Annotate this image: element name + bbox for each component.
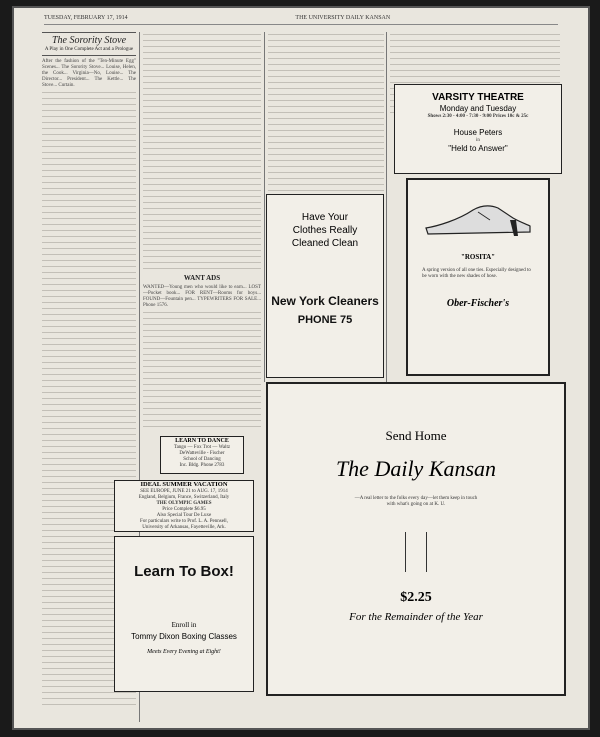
page-header bbox=[44, 12, 558, 25]
dance-ad bbox=[160, 436, 244, 474]
boxing-title: Learn To Box! bbox=[134, 563, 234, 580]
kansan-ad bbox=[266, 382, 566, 696]
rosita-ad bbox=[406, 178, 550, 376]
cleaners-phone: PHONE 75 bbox=[297, 314, 353, 326]
story-body: After the fashion of the "Ten-Minute Egg" Scenes... The Sorority Stove... Louise, Helen, the Cook... Virginia—No, Louise... The Director... President... The Kettle... The Stove... Curtain. bbox=[42, 59, 136, 88]
vacation-line4: Price Complete $6.95 bbox=[162, 507, 206, 512]
classifieds-column bbox=[143, 32, 261, 432]
column-text-lines bbox=[143, 32, 261, 272]
theatre-title: VARSITY THEATRE bbox=[432, 92, 524, 103]
theatre-film: "Held to Answer" bbox=[448, 144, 508, 153]
rosita-desc: A spring version of all one ties. Especially designed to be worn with the new shades of hose. bbox=[422, 268, 531, 279]
boxing-note: Meets Every Evening at Eight! bbox=[147, 649, 221, 655]
cleaners-ad bbox=[266, 194, 384, 378]
theatre-days: Monday and Tuesday bbox=[439, 104, 517, 113]
rosita-brand: Ober-Fischer's bbox=[446, 298, 510, 309]
kansan-period: For the Remainder of the Year bbox=[349, 611, 483, 623]
theatre-in: in bbox=[476, 138, 480, 143]
want-ads-body: WANTED—Young men who would like to earn... LOST—Pocket book... FOR RENT—Rooms for boys... FOUND—Fountain pen... TYPEWRITERS FOR SALE... Phone 1576. bbox=[143, 285, 261, 308]
newspaper-page bbox=[14, 8, 588, 728]
want-ads-lines bbox=[143, 310, 261, 430]
column-three-lines bbox=[268, 32, 384, 192]
dance-line3: School of Dancing bbox=[183, 457, 221, 462]
vacation-line2: England, Belgium, France, Switzerland, Italy bbox=[138, 495, 230, 500]
story-title: The Sorority Stove bbox=[51, 35, 127, 46]
vacation-line5: Also Special Tour De Luxe bbox=[156, 513, 212, 518]
theatre-ad bbox=[394, 84, 562, 174]
cleaners-line3: Cleaned Clean bbox=[291, 238, 359, 249]
kansan-price: $2.25 bbox=[400, 590, 432, 605]
boxing-ad bbox=[114, 536, 254, 692]
vacation-line6: For particulars write to Prof. L. A. Pennsell, bbox=[140, 519, 228, 524]
dance-line4: Inc. Bldg. Phone 2783 bbox=[179, 463, 225, 468]
header-paper: THE UNIVERSITY DAILY KANSAN bbox=[295, 15, 391, 21]
column-rule-3 bbox=[386, 32, 387, 382]
want-ads-heading: WANT ADS bbox=[183, 274, 221, 282]
theatre-shows: Shows 2:30 - 4:00 - 7:30 - 9:00 Prices 10c & 25c bbox=[427, 114, 529, 119]
boxing-school: Tommy Dixon Boxing Classes bbox=[131, 632, 237, 641]
shoe-icon bbox=[418, 190, 538, 240]
dance-title: LEARN TO DANCE bbox=[175, 438, 229, 444]
dance-line2: DeWatteville - Fischer bbox=[179, 451, 225, 456]
vacation-line7: University of Arkansas, Fayetteville, Ark. bbox=[142, 525, 226, 530]
vacation-title: IDEAL SUMMER VACATION bbox=[140, 481, 228, 488]
kansan-tag2: with what's going on at K. U. bbox=[386, 502, 446, 507]
vacation-line1: SEE EUROPE, JUNE 21 to AUG. 17, 1914 bbox=[140, 489, 228, 494]
boxing-enroll: Enroll in bbox=[171, 621, 197, 629]
vacation-ad bbox=[114, 480, 254, 532]
cleaners-line1: Have Your bbox=[301, 212, 349, 223]
dance-line1: Tango — Fox Trot — Waltz bbox=[173, 445, 231, 450]
cleaners-line2: Clothes Really bbox=[292, 225, 358, 236]
vacation-line3: THE OLYMPIC GAMES bbox=[156, 501, 212, 506]
kansan-send: Send Home bbox=[385, 428, 447, 443]
ornament-icon bbox=[405, 532, 427, 572]
column-three-text bbox=[268, 32, 384, 192]
rosita-name: "ROSITA" bbox=[460, 253, 496, 261]
kansan-title: The Daily Kansan bbox=[335, 456, 497, 481]
story-subtitle: A Play in One Complete Act and a Prologue bbox=[44, 47, 134, 52]
kansan-tag1: —A real letter to the folks every day—let them keep in touch bbox=[354, 496, 478, 501]
cleaners-name: New York Cleaners bbox=[271, 294, 379, 308]
column-rule-2 bbox=[264, 32, 265, 382]
header-date: TUESDAY, FEBRUARY 17, 1914 bbox=[44, 15, 128, 21]
theatre-star: House Peters bbox=[453, 128, 503, 137]
